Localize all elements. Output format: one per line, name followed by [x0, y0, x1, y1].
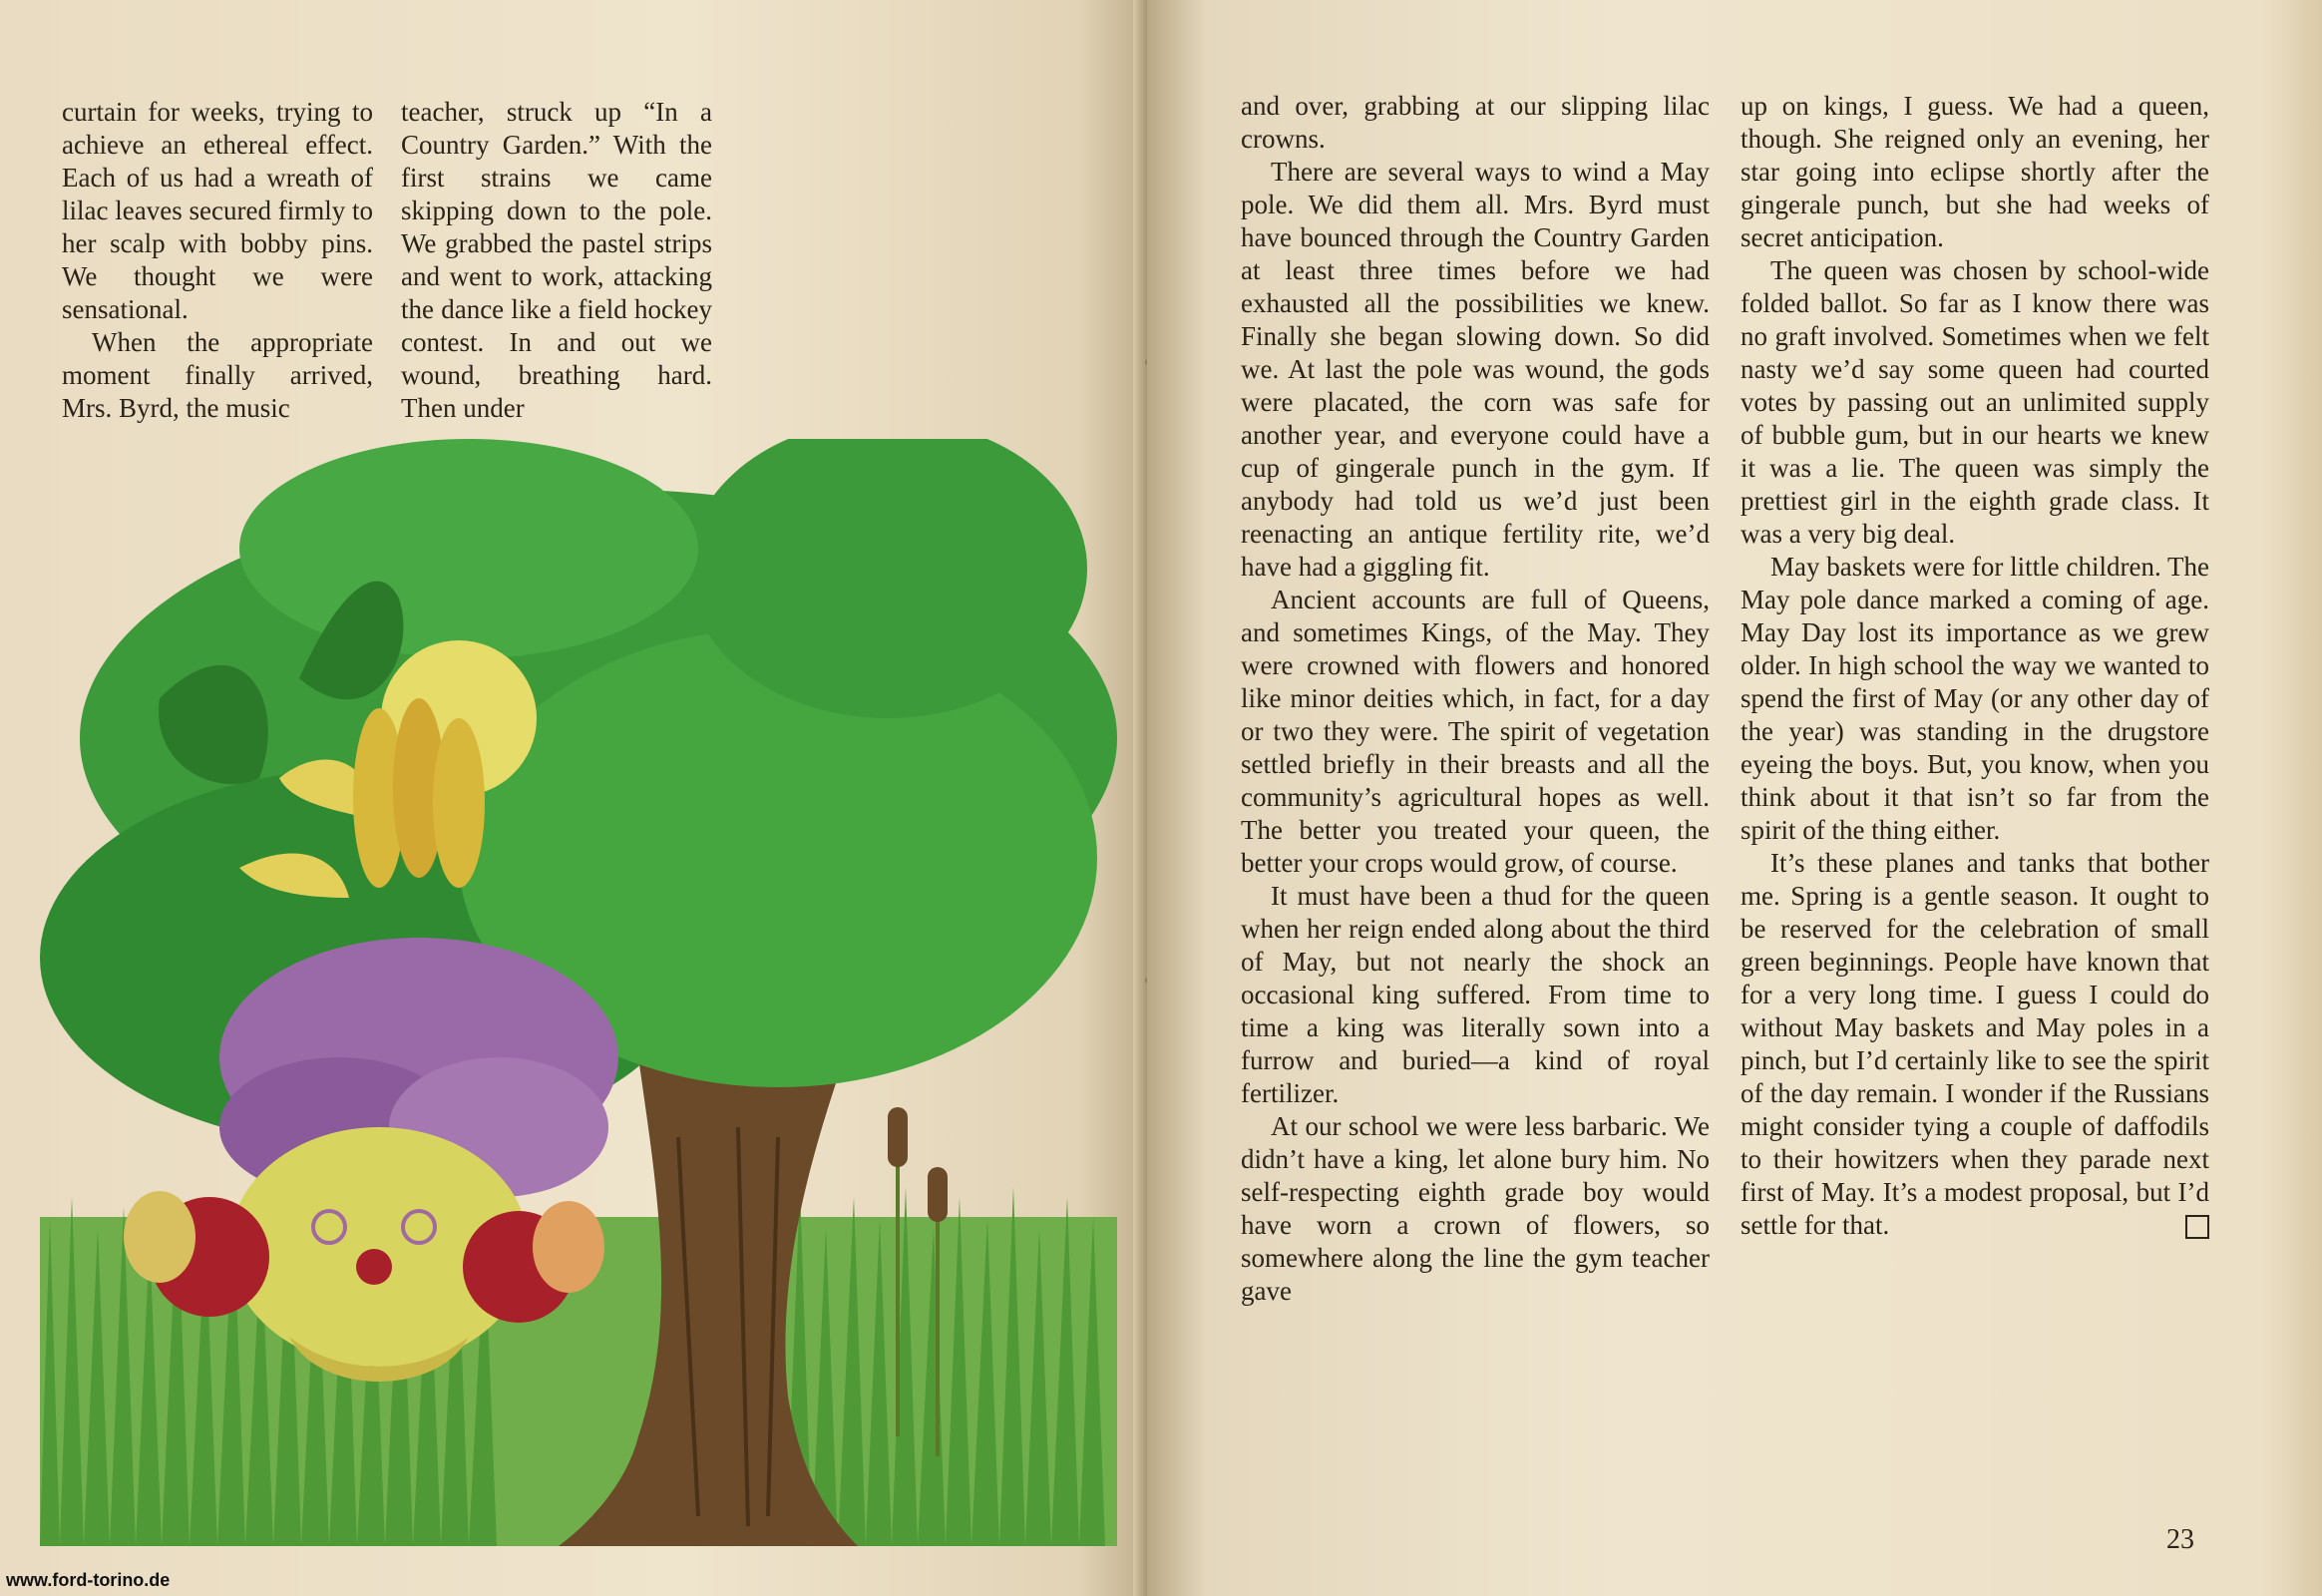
paragraph: At our school we were less barbaric. We didn’t have a king, let alone bury him. No self-respecting eighth grade boy would have worn a crown of flowers, so somewhere along the line the gym teacher gave	[1241, 1111, 1710, 1306]
left-column-1	[62, 96, 373, 425]
tree-illustration	[40, 439, 1117, 1546]
end-of-article-mark	[2185, 1215, 2209, 1239]
paragraph	[1741, 847, 2209, 1242]
paragraph: May baskets were for little children. The May pole dance marked a coming of age. May Day lost its importance as we grew older. In high school the way we wanted to spend the first of May (or any other day of the year) was standing in the drugstore eyeing the boys. But, you know, when you think about it that isn’t so far from the spirit of the thing either.	[1741, 552, 2209, 845]
right-column-2	[1741, 90, 2209, 1242]
paragraph: teacher, struck up “In a Country Garden.” With the first strains we came skipping down to the pole. We grabbed the pastel strips and went to work, attacking the dance like a field hockey contest. In and out we wound, breathing hard. Then under	[401, 97, 712, 423]
paragraph: It must have been a thud for the queen when her reign ended along about the third of May, but not nearly the shock an occasional king suffered. From time to time a king was literally sown into a furrow and buried—a kind of royal fertilizer.	[1241, 881, 1710, 1108]
page-number: 23	[2166, 1524, 2194, 1555]
left-page	[0, 0, 1147, 1596]
right-column-1	[1241, 90, 1710, 1308]
left-column-2	[401, 96, 712, 425]
paragraph: up on kings, I guess. We had a queen, though. She reigned only an evening, her star going into eclipse shortly after the gingerale punch, but she had weeks of secret anticipation.	[1741, 91, 2209, 252]
paragraph: Ancient accounts are full of Queens, and sometimes Kings, of the May. They were crowned with flowers and honored like minor deities which, in fact, for a day or two they were. The spirit of vegetation settled briefly in their breasts and all the community’s agricultural hopes as well. The better you treated your queen, the better your crops would grow, of course.	[1241, 585, 1710, 878]
paragraph: and over, grabbing at our slipping lilac crowns.	[1241, 91, 1710, 154]
paragraph: curtain for weeks, trying to achieve an ethereal effect. Each of us had a wreath of lilac leaves secured firmly to her scalp with bobby pins. We thought we were sensational.	[62, 97, 373, 324]
paragraph: When the appropriate moment finally arrived, Mrs. Byrd, the music	[62, 327, 373, 423]
site-watermark: www.ford-torino.de	[6, 1570, 171, 1590]
paragraph: The queen was chosen by school-wide folded ballot. So far as I know there was no graft involved. Sometimes when we felt nasty we’d say some queen had courted votes by passing out an unlimited supply of bubble gum, but in our hearts we knew it was a lie. The queen was simply the prettiest girl in the eighth grade class. It was a very big deal.	[1741, 255, 2209, 549]
paragraph-text: It’s these planes and tanks that bother me. Spring is a gentle season. It ought to be reserved for the celebration of small green beginnings. People have known that for a very long time. I guess I could do without May baskets and May poles in a pinch, but I’d certainly like to see the spirit of the day remain. I wonder if the Russians might consider tying a couple of daffodils to their howitzers when they parade next first of May. It’s a modest proposal, but I’d settle for that.	[1741, 848, 2209, 1240]
paragraph: There are several ways to wind a May pole. We did them all. Mrs. Byrd must have bounced through the Country Garden at least three times before we had exhausted all the possibilities we knew. Finally she began slowing down. So did we. At last the pole was wound, the gods were placated, the corn was safe for another year, and everyone could have a cup of gingerale punch in the gym. If anybody had told us we’d just been reenacting an antique fertility rite, we’d have had a giggling fit.	[1241, 157, 1710, 582]
